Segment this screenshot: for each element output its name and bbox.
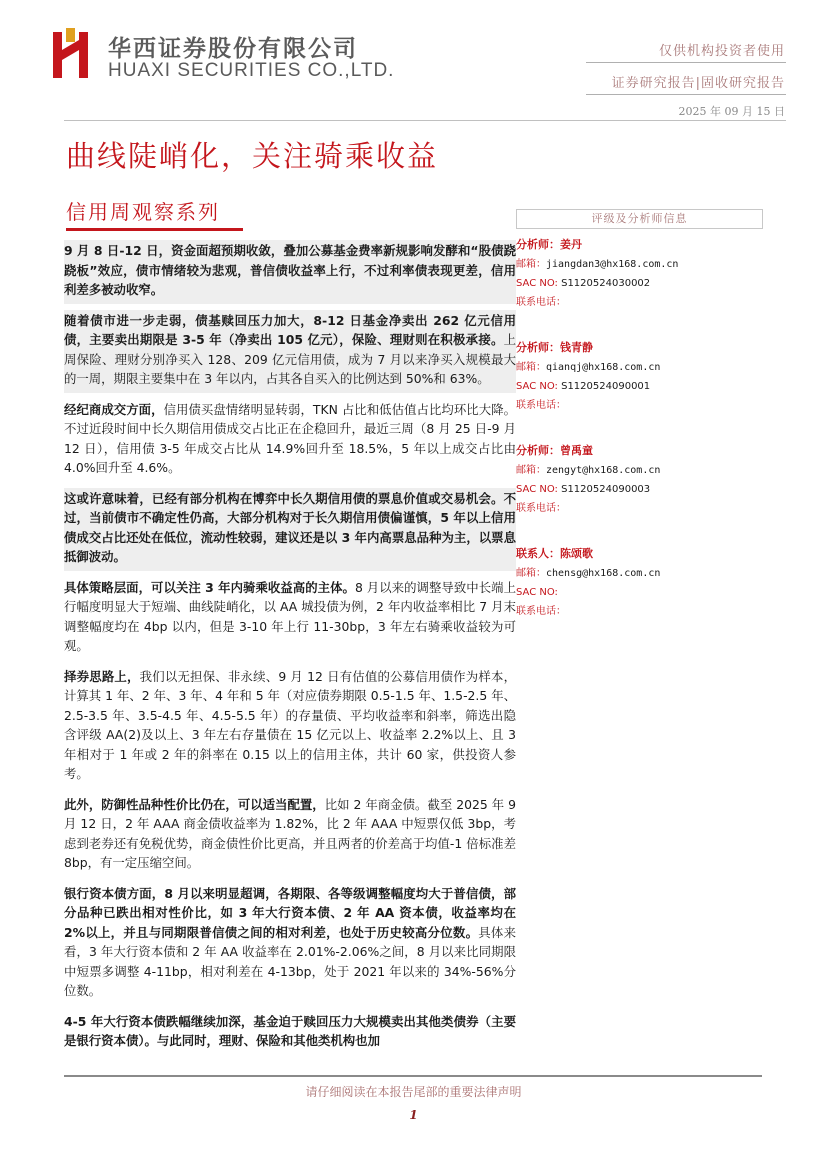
paragraph xyxy=(64,577,516,660)
paragraph-bold: 经纪商成交方面， xyxy=(64,401,164,417)
paragraph xyxy=(64,794,516,877)
paragraph-bold: 择券思路上， xyxy=(64,668,140,684)
paragraph xyxy=(64,883,516,1005)
paragraph-text: 具体来看，3 年大行资本债和 2 年 AA 收益率在 2.01%-2.06%之间，8 月以来比同期限中短票多调整 4-11bp，相对利差在 4-13bp，处于 2021 年以来的 34%-56%分位数。 xyxy=(64,924,516,998)
analyst-sac: SAC NO: S1120524090001 xyxy=(516,381,651,392)
contact-card xyxy=(516,544,763,621)
analyst-phone: 联系电话： xyxy=(516,400,566,411)
page-title: 曲线陡峭化，关注骑乘收益 xyxy=(66,139,439,173)
legal-disclaimer: 请仔细阅读在本报告尾部的重要法律声明 xyxy=(305,1085,522,1099)
paragraph xyxy=(64,488,516,571)
paragraph-bold: 9 月 8 日-12 日，资金面超预期收敛，叠加公募基金费率新规影响发酵和“股债跷跷板”效应，债市情绪较为悲观，普信债收益率上行，不过利率债表现更差，信用利差多被动收窄。 xyxy=(64,243,516,297)
paragraph-text: 上周保险、理财分别净买入 128、209 亿元信用债，成为 7 月以来净买入规模最大的一周，期限主要集中在 3 年以内，占其各自买入的比例达到 50%和 63%。 xyxy=(64,332,516,386)
analyst-phone: 联系电话： xyxy=(516,297,566,308)
header-divider xyxy=(586,94,786,95)
paragraph xyxy=(64,310,516,393)
paragraph-bold: 具体策略层面，可以关注 3 年内骑乘收益高的主体。 xyxy=(64,579,355,595)
analyst-name: 分析师：钱青静 xyxy=(516,341,593,354)
contact-email: 邮箱：chensg@hx168.com.cn xyxy=(516,568,661,579)
paragraph xyxy=(64,399,516,482)
paragraph-bold: 银行资本债方面，8 月以来明显超调，各期限、各等级调整幅度均大于普信债，部分品种已跌出相对性价比，如 3 年大行资本债、2 年 AA 资本债，收益率均在 2%以上，并且与同期限普信债之间的相对利差，也处于历史较高分位数。 xyxy=(64,885,516,940)
paragraph-text: 我们以无担保、非永续、9 月 12 日有估值的公募信用债作为样本，计算其 1 年、2 年、3 年、4 年和 5 年（对应债券期限 0.5-1.5 年、1.5-2.5 年、2.5-3.5 年、3.5-4.5 年、4.5-5.5 年）的存量债、平均收益率和斜率，筛选出隐含评级 AA(2)及以上、3 年左右存量债在 15 亿元以上、收益率 2.2%以上、且 3 年相对于 1 年或 2 年的斜率在 0.15 以上的信用主体，共计 60 家，供投资人参考。 xyxy=(64,668,516,781)
header-divider xyxy=(64,120,786,121)
analyst-email: 邮箱：jiangdan3@hx168.com.cn xyxy=(516,259,679,270)
paragraph-text: 信用债买盘情绪明显转弱，TKN 占比和低估值占比均环比大降。不过近段时间中长久期信用债成交占比正在企稳回升，最近三周（8 月 25 日-9 月 12 日），信用债 3-5 年成交占比从 14.9%回升至 18.5%，5 年以上成交占比由 4.0%回升至 4.6%。 xyxy=(64,401,517,475)
huaxi-logo-icon xyxy=(53,28,93,80)
analyst-email: 邮箱：zengyt@hx168.com.cn xyxy=(516,465,661,476)
analyst-email: 邮箱：qianqj@hx168.com.cn xyxy=(516,362,661,373)
footer-divider xyxy=(64,1075,762,1077)
paragraph-bold: 随着债市进一步走弱，债基赎回压力加大，8-12 日基金净卖出 262 亿元信用债，主要卖出期限是 3-5 年（净卖出 105 亿元），保险、理财则在积极承接。 xyxy=(64,312,516,347)
analyst-card xyxy=(516,338,763,415)
paragraph-bold: 此外，防御性品种性价比仍在，可以适当配置， xyxy=(64,796,325,812)
contact-phone: 联系电话： xyxy=(516,606,566,617)
analyst-name: 分析师：姜丹 xyxy=(516,238,582,251)
paragraph xyxy=(64,1011,516,1055)
analyst-sidebar xyxy=(516,209,763,647)
analyst-card xyxy=(516,441,763,518)
header-divider xyxy=(586,62,786,63)
analyst-name: 分析师：曾禹童 xyxy=(516,444,593,457)
series-title-underline xyxy=(66,228,243,231)
paragraph-text: 8 月以来的调整导致中长端上行幅度明显大于短端、曲线陡峭化，以 AA 城投债为例，2 年内收益率相比 7 月末调整幅度均在 4bp 以内，但是 3-10 年上行 11-30bp，3 年左右骑乘收益较为可观。 xyxy=(64,579,516,653)
report-type: 证券研究报告|固收研究报告 xyxy=(611,76,785,91)
analyst-sac: SAC NO: S1120524090003 xyxy=(516,484,651,495)
audience-note: 仅供机构投资者使用 xyxy=(658,44,785,59)
paragraph-text: 比如 2 年商金债。截至 2025 年 9 月 12 日，2 年 AAA 商金债收益率为 1.82%，比 2 年 AAA 中短票仅低 3bp，考虑到老券还有免税优势，商金债性价比更高，并且两者的价差高于均值-1 倍标准差 8bp，有一定压缩空间。 xyxy=(64,796,517,870)
contact-name: 联系人：陈颂歌 xyxy=(516,547,593,560)
paragraph xyxy=(64,240,516,304)
report-date: 2025 年 09 月 15 日 xyxy=(678,105,785,118)
analyst-phone: 联系电话： xyxy=(516,503,566,514)
analyst-card xyxy=(516,235,763,312)
main-body xyxy=(64,240,516,1061)
page-number: 1 xyxy=(409,1108,418,1122)
analyst-sac: SAC NO: S1120524030002 xyxy=(516,278,651,289)
paragraph-bold: 4-5 年大行资本债跌幅继续加深，基金迫于赎回压力大规模卖出其他类债券（主要是银行资本债）。与此同时，理财、保险和其他类机构也加 xyxy=(64,1013,516,1048)
series-title: 信用周观察系列 xyxy=(66,200,220,224)
company-name-cn: 华西证券股份有限公司 xyxy=(108,36,358,62)
company-name-en: HUAXI SECURITIES CO.,LTD. xyxy=(108,60,395,81)
contact-sac: SAC NO: xyxy=(516,587,558,598)
paragraph xyxy=(64,666,516,788)
sidebar-header: 评级及分析师信息 xyxy=(516,209,763,229)
paragraph-bold: 这或许意味着，已经有部分机构在博弈中长久期信用债的票息价值或交易机会。不过，当前债市不确定性仍高，大部分机构对于长久期信用债偏谨慎，5 年以上信用债成交占比还处在低位，流动性较弱，建议还是以 3 年内高票息品种为主，以票息抵御波动。 xyxy=(64,490,516,564)
